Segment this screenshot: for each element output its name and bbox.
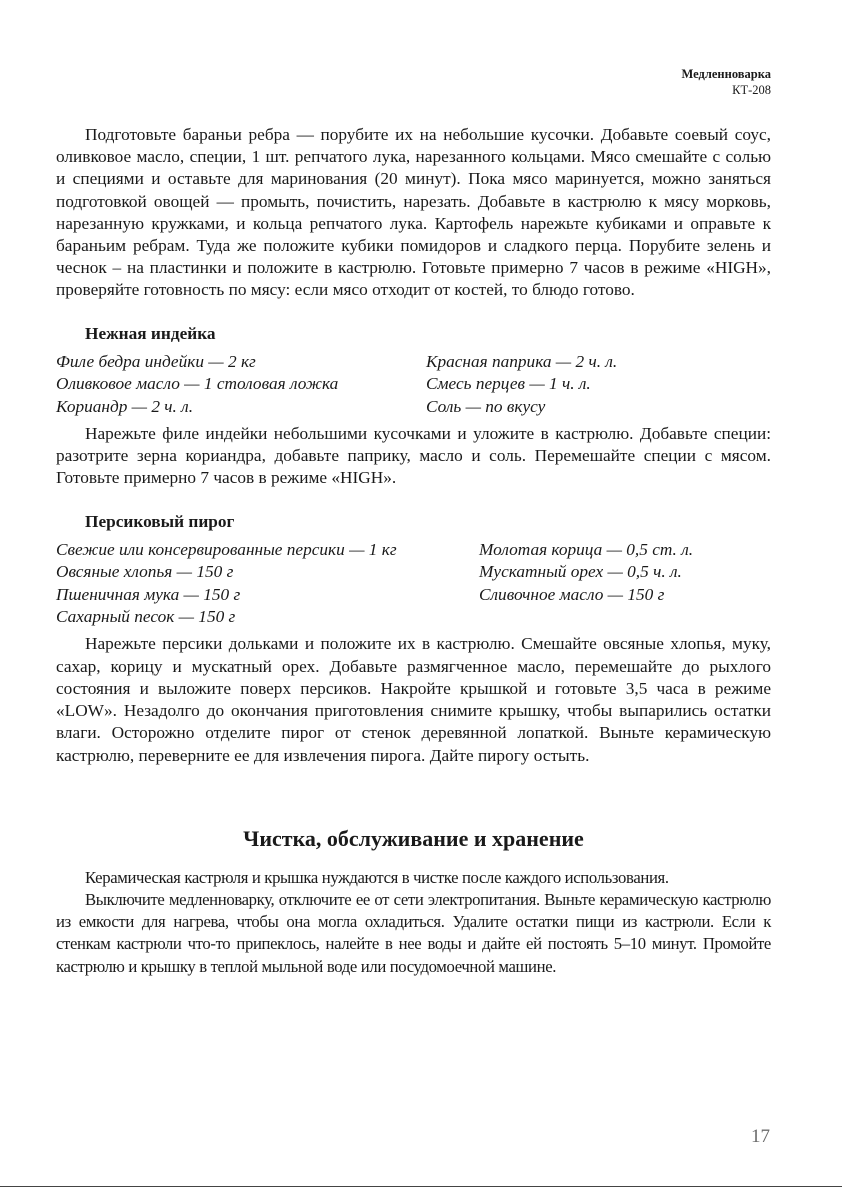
ingredient-item: Красная паприка — 2 ч. л. (426, 351, 618, 371)
turkey-ingredients (56, 351, 771, 418)
ingredient-item: Соль — по вкусу (426, 396, 546, 416)
ingredient-item: Пшеничная мука — 150 г (56, 584, 241, 604)
peach-pie-instructions: Нарежьте персики дольками и положите их в кастрюлю. Смешайте овсяные хлопья, муку, сахар, корицу и мускатный орех. Добавьте размягченное масло, перемешайте до рыхлого состояния и выложите поверх персиков. Накройте крышкой и готовьте 3,5 часа в режиме «LOW». Незадолго до окончания приготовления снимите крышку, чтобы выпарились остатки влаги. Осторожно отделите пирог от стенок деревянной лопаткой. Выньте керамическую кастрюлю, переверните ее для извлечения пирога. Дайте пирогу остыть. (56, 634, 771, 765)
footer-divider (0, 1186, 842, 1187)
ingredient-item: Сахарный песок — 150 г (56, 607, 236, 627)
lamb-ribs-instructions: Подготовьте бараньи ребра — порубите их на небольшие кусочки. Добавьте соевый соус, оливковое масло, специи, 1 шт. репчатого лука, нарезанного кольцами. Мясо смешайте с солью и специями и оставьте для маринования (20 минут). Пока мясо маринуется, можно заняться подготовкой овощей — промыть, почистить, нарезать. Добавьте в кастрюлю к мясу морковь, нарезанную кружками, и кольца репчатого лука. Картофель нарежьте кубиками и оправьте к бараньим ребрам. Туда же положите кубики помидоров и сладкого перца. Порубите зелень и чеснок – на пластинки и положите в кастрюлю. Готовьте примерно 7 часов в режиме «HIGH», проверяйте готовность по мясу: если мясо отходит от костей, то блюдо готово. (56, 125, 771, 300)
ingredient-item: Мускатный орех — 0,5 ч. л. (479, 562, 682, 582)
turkey-ingredients-left (56, 351, 426, 418)
page-content (56, 124, 771, 978)
ingredient-item: Сливочное масло — 150 г (479, 584, 665, 604)
cleaning-section-body (56, 867, 771, 978)
ingredient-item: Молотая корица — 0,5 ст. л. (479, 539, 694, 559)
peach-pie-ingredients-right (479, 539, 771, 629)
ingredient-item: Филе бедра индейки — 2 кг (56, 351, 256, 371)
ingredient-item: Свежие или консервированные персики — 1 кг (56, 539, 397, 559)
header-product-name: Медленноварка (681, 67, 771, 81)
peach-pie-ingredients-left (56, 539, 479, 629)
turkey-ingredients-right (426, 351, 771, 418)
peach-pie-ingredients (56, 539, 771, 629)
page-number: 17 (751, 1126, 770, 1147)
header-model-number: КТ-208 (732, 83, 771, 97)
turkey-instructions: Нарежьте филе индейки небольшими кусочками и уложите в кастрюлю. Добавьте специи: разотрите зерна кориандра, добавьте паприку, масло и соль. Перемешайте специи с мясом. Готовьте примерно 7 часов в режиме «HIGH». (56, 424, 771, 488)
ingredient-item: Овсяные хлопья — 150 г (56, 562, 234, 582)
recipe-title-turkey: Нежная индейка (85, 323, 216, 343)
ingredient-item: Оливковое масло — 1 столовая ложка (56, 374, 339, 394)
ingredient-item: Кориандр — 2 ч. л. (56, 396, 194, 416)
cleaning-paragraph: Керамическая кастрюля и крышка нуждаются в чистке после каждого использования. (85, 867, 669, 887)
cleaning-paragraph: Выключите медленноварку, отключите ее от сети электропитания. Выньте керамическую кастрюлю из емкости для нагрева, чтобы она могла охладиться. Удалите остатки пищи из кастрюли. Если к стенкам кастрюли что-то припеклось, налейте в нее воды и дайте ей постоять 5–10 минут. Промойте кастрюлю и крышку в теплой мыльной воде или посудомоечной машине. (56, 889, 771, 976)
recipe-title-peach-pie: Персиковый пирог (85, 511, 235, 531)
ingredient-item: Смесь перцев — 1 ч. л. (426, 374, 591, 394)
section-title-cleaning: Чистка, обслуживание и хранение (243, 825, 584, 851)
page-header (682, 66, 771, 98)
